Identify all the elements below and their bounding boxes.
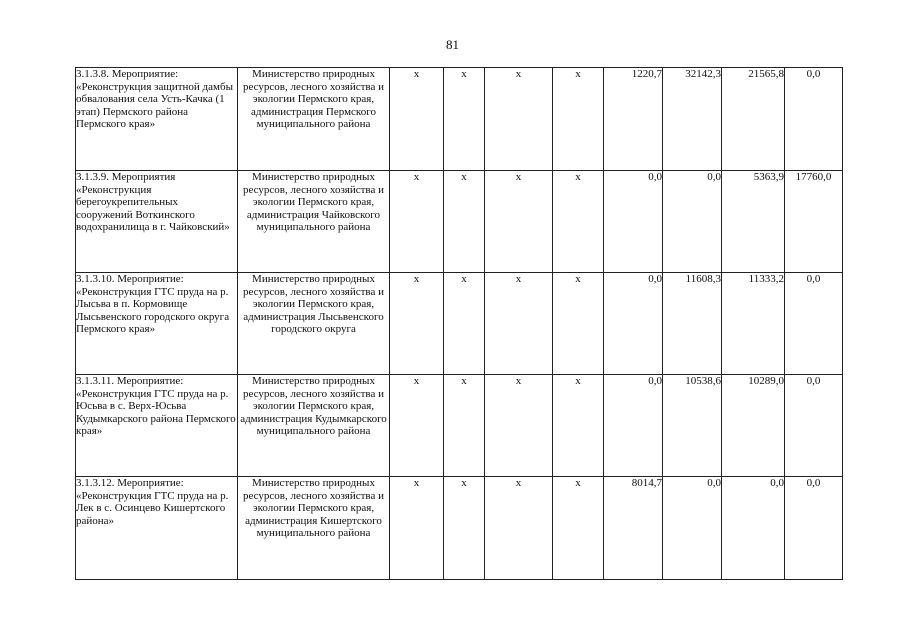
mark-cell: x xyxy=(444,375,485,477)
mark-cell: x xyxy=(553,68,604,171)
activity-name-cell: 3.1.3.11. Мероприятие: «Реконструкция ГТС пруда на р. Юсьва в с. Верх-Юсьва Кудымкарского района Пермского края» xyxy=(76,375,238,477)
value-cell: 8014,7 xyxy=(604,477,663,580)
activity-name-cell: 3.1.3.9. Мероприятия «Реконструкция берегоукрепительных сооружений Воткинского водохранилища в г. Чайковский» xyxy=(76,171,238,273)
mark-cell: x xyxy=(485,273,553,375)
mark-cell: x xyxy=(390,68,444,171)
table-row xyxy=(76,171,843,273)
mark-cell: x xyxy=(553,375,604,477)
activity-name-cell: 3.1.3.10. Мероприятие: «Реконструкция ГТС пруда на р. Лысьва в п. Кормовище Лысьвенского городского округа Пермского края» xyxy=(76,273,238,375)
mark-cell: x xyxy=(553,273,604,375)
value-cell: 10538,6 xyxy=(663,375,722,477)
table-row xyxy=(76,375,843,477)
table-row xyxy=(76,68,843,171)
page-number: 81 xyxy=(446,37,459,52)
mark-cell: x xyxy=(485,171,553,273)
value-cell: 32142,3 xyxy=(663,68,722,171)
value-cell: 10289,0 xyxy=(722,375,785,477)
value-cell: 0,0 xyxy=(722,477,785,580)
executor-cell: Министерство природных ресурсов, лесного хозяйства и экологии Пермского края, администрация Кишертского муниципального района xyxy=(238,477,390,580)
mark-cell: x xyxy=(485,477,553,580)
value-cell: 1220,7 xyxy=(604,68,663,171)
mark-cell: x xyxy=(553,171,604,273)
value-cell: 0,0 xyxy=(785,273,843,375)
mark-cell: x xyxy=(444,477,485,580)
mark-cell: x xyxy=(390,273,444,375)
value-cell: 11608,3 xyxy=(663,273,722,375)
table-row xyxy=(76,477,843,580)
mark-cell: x xyxy=(485,375,553,477)
value-cell: 0,0 xyxy=(785,375,843,477)
mark-cell: x xyxy=(390,171,444,273)
value-cell: 0,0 xyxy=(785,68,843,171)
value-cell: 0,0 xyxy=(604,273,663,375)
mark-cell: x xyxy=(485,68,553,171)
mark-cell: x xyxy=(390,477,444,580)
mark-cell: x xyxy=(444,171,485,273)
mark-cell: x xyxy=(444,273,485,375)
executor-cell: Министерство природных ресурсов, лесного хозяйства и экологии Пермского края, администрация Пермского муниципального района xyxy=(238,68,390,171)
value-cell: 21565,8 xyxy=(722,68,785,171)
executor-cell: Министерство природных ресурсов, лесного хозяйства и экологии Пермского края, администрация Кудымкарского муниципального района xyxy=(238,375,390,477)
activity-name-cell: 3.1.3.8. Мероприятие: «Реконструкция защитной дамбы обвалования села Усть-Качка (1 этап) Пермского района Пермского края» xyxy=(76,68,238,171)
activity-name-cell: 3.1.3.12. Мероприятие: «Реконструкция ГТС пруда на р. Лек в с. Осинцево Кишертского района» xyxy=(76,477,238,580)
value-cell: 11333,2 xyxy=(722,273,785,375)
value-cell: 0,0 xyxy=(604,171,663,273)
program-table xyxy=(75,67,843,580)
value-cell: 0,0 xyxy=(604,375,663,477)
value-cell: 0,0 xyxy=(663,171,722,273)
value-cell: 0,0 xyxy=(663,477,722,580)
executor-cell: Министерство природных ресурсов, лесного хозяйства и экологии Пермского края, администрация Лысьвенского городского округа xyxy=(238,273,390,375)
mark-cell: x xyxy=(444,68,485,171)
mark-cell: x xyxy=(390,375,444,477)
executor-cell: Министерство природных ресурсов, лесного хозяйства и экологии Пермского края, администрация Чайковского муниципального района xyxy=(238,171,390,273)
value-cell: 5363,9 xyxy=(722,171,785,273)
value-cell: 17760,0 xyxy=(785,171,843,273)
value-cell: 0,0 xyxy=(785,477,843,580)
table-row xyxy=(76,273,843,375)
mark-cell: x xyxy=(553,477,604,580)
